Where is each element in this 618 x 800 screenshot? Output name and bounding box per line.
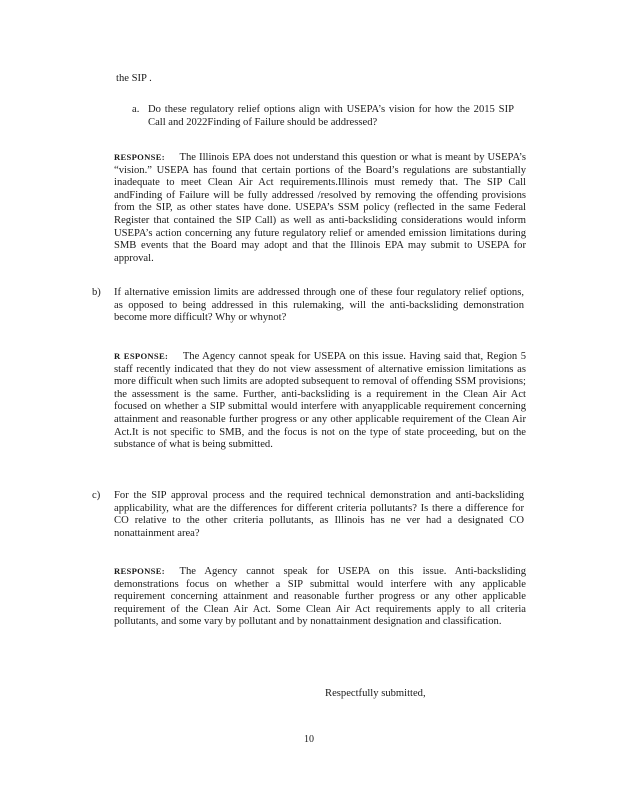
question-c-marker: c)	[92, 490, 101, 501]
question-b-marker: b)	[92, 287, 101, 298]
question-a-text: Do these regulatory relief options align with USEPA’s vision for how the 2015 SIP Call and 2022Finding of Failure should be addressed?	[148, 104, 514, 128]
response-a-label: RESPONSE:	[114, 152, 165, 162]
question-c	[92, 490, 524, 540]
response-a	[114, 151, 526, 265]
response-c-label: RESPONSE:	[114, 566, 165, 576]
intro-fragment: the SIP .	[116, 73, 152, 84]
response-c	[114, 565, 526, 629]
response-b-label: R ESPONSE:	[114, 351, 169, 361]
question-a-marker: a.	[132, 104, 140, 115]
question-b	[92, 287, 524, 325]
question-c-text: For the SIP approval process and the required technical demonstration and anti-backsliding applicability, what are the differences for different criteria pollutants? Is there a difference for CO relative to the other criteria pollutants, as Illinois has ne ver had a designated CO nonattainment area?	[114, 490, 524, 539]
response-b-text: The Agency cannot speak for USEPA on this issue. Having said that, Region 5 staff recently indicated that they do not view assessment of alternative emission limitations as more difficult when such limits are adopted subsequent to removal of offending SSM provisions; the assessment is the same. Further, anti-backsliding is a requirement in the Clean Air Act focused on whether a SIP submittal would interfere with anyapplicable requirement concerning attainment and reasonable further progress or any other applicable requirement of the Clean Air Act.It is not specific to SMB, and the focus is not on the type of state proceeding, but on the substance of what is being submitted.	[114, 351, 526, 451]
page-number: 10	[304, 734, 314, 745]
response-a-text: The Illinois EPA does not understand this question or what is meant by USEPA’s “vision.” USEPA has found that certain portions of the Board’s regulations are substantially inadequate to meet Clean Air Act requirements.Illinois must remedy that. The SIP Call andFinding of Failure will be fully addressed /resolved by removing the offending provisions from the SIP, as other states have done. USEPA’s SSM policy (reflected in the same Federal Register that contained the SIP Call) as well as anti-backsliding considerations would inform USEPA’s action concerning any future regulatory relief or amended emission limitations during SMB events that the Board may adopt and that the Illinois EPA may submit to USEPA for approval.	[114, 152, 526, 264]
question-b-text: If alternative emission limits are addressed through one of these four regulatory relief options, as opposed to being addressed in this rulemaking, will the anti-backsliding demonstration become more difficult? Why or whynot?	[114, 287, 524, 324]
question-a	[132, 104, 514, 129]
response-c-text: The Agency cannot speak for USEPA on this issue. Anti-backsliding demonstrations focus on whether a SIP submittal would interfere with any applicable requirement concerning attainment and reasonable further progress or any other applicable requirement of the Clean Air Act. Some Clean Air Act requirements apply to all criteria pollutants, and some vary by pollutant and by nonattainment designation and classification.	[114, 566, 526, 628]
response-b	[114, 350, 526, 452]
closing-signoff: Respectfully submitted,	[325, 688, 426, 699]
